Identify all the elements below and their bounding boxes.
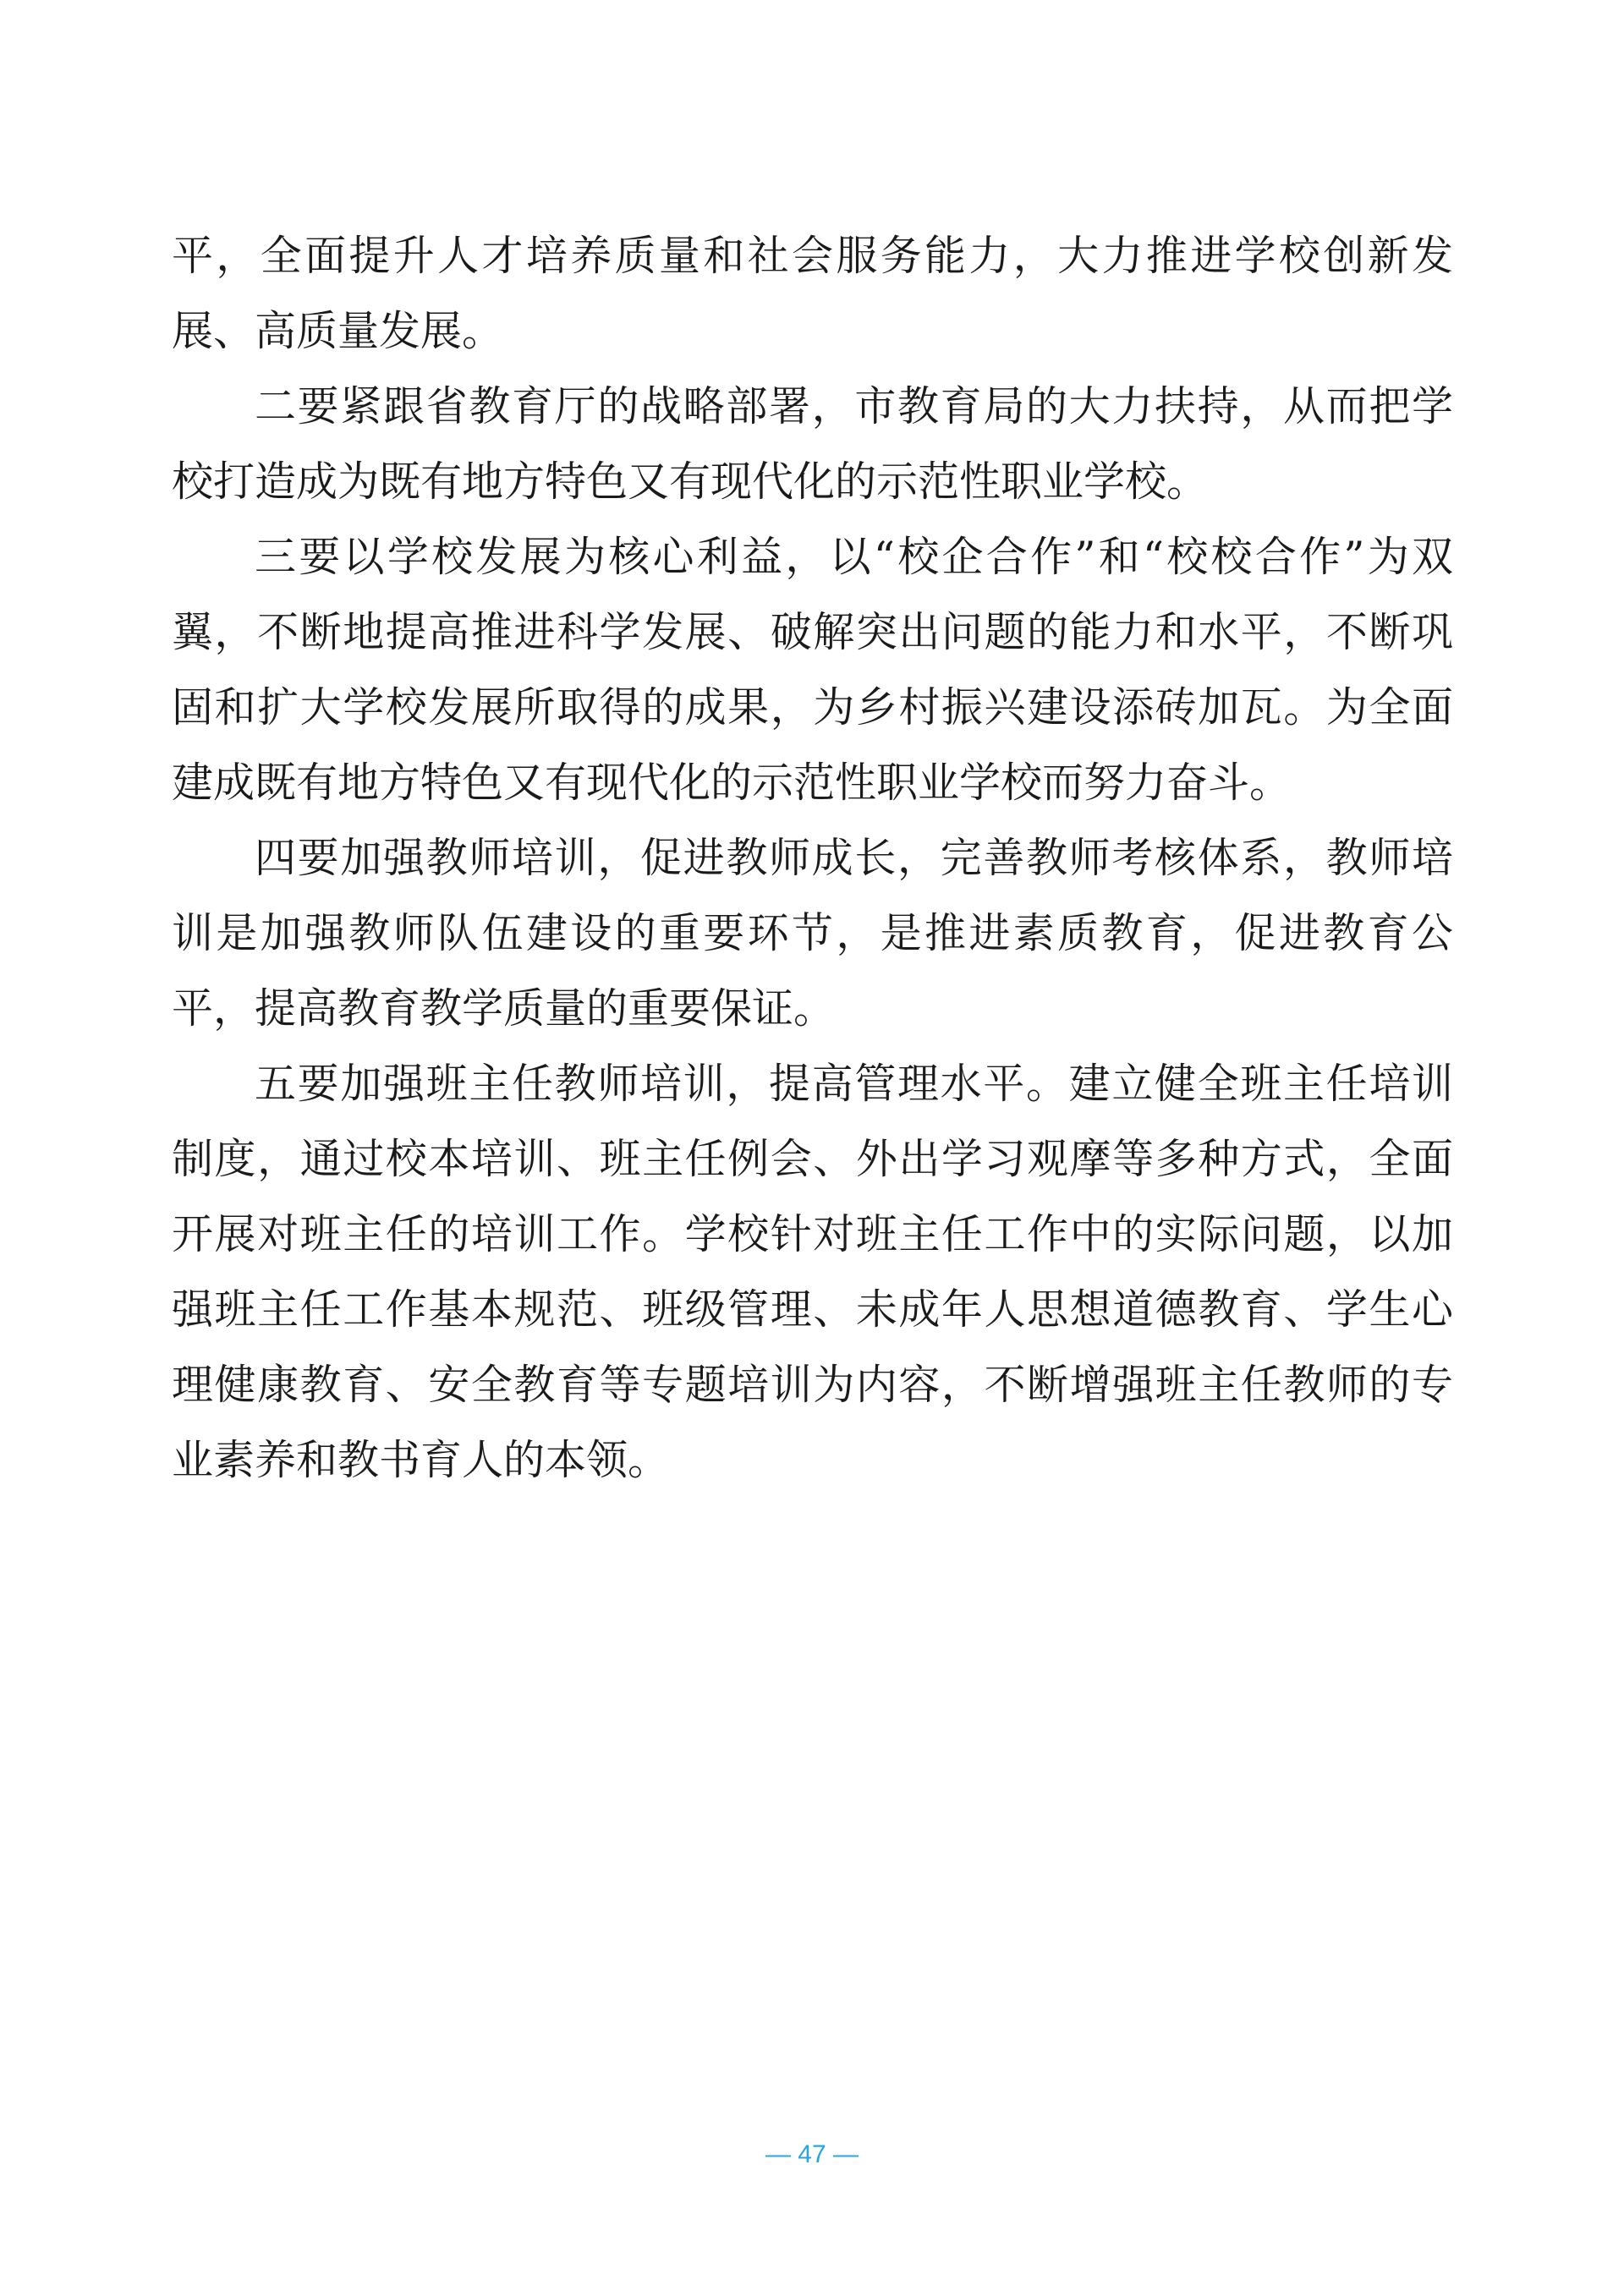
paragraph-item-five: 五要加强班主任教师培训，提高管理水平。建立健全班主任培训制度，通过校本培训、班主任例会、外出学习观摩等多种方式，全面开展对班主任的培训工作。学校针对班主任工作中的实际问题，以加强班主任工作基本规范、班级管理、未成年人思想道德教育、学生心理健康教育、安全教育等专题培训为内容，不断增强班主任教师的专业素养和教书育人的本领。 <box>172 1060 1453 1484</box>
paragraph-item-two: 二要紧跟省教育厅的战略部署，市教育局的大力扶持，从而把学校打造成为既有地方特色又有现代化的示范性职业学校。 <box>172 382 1453 506</box>
document-body <box>172 218 1453 1498</box>
page-number: — 47 — <box>765 2140 859 2168</box>
paragraph-item-four: 四要加强教师培训，促进教师成长，完善教师考核体系，教师培训是加强教师队伍建设的重要环节，是推进素质教育，促进教育公平，提高教育教学质量的重要保证。 <box>172 834 1453 1033</box>
paragraph-item-three: 三要以学校发展为核心利益，以“校企合作”和“校校合作”为双翼，不断地提高推进科学发展、破解突出问题的能力和水平，不断巩固和扩大学校发展所取得的成果，为乡村振兴建设添砖加瓦。为全面建成既有地方特色又有现代化的示范性职业学校而努力奋斗。 <box>172 533 1453 807</box>
paragraph-continuation: 平，全面提升人才培养质量和社会服务能力，大力推进学校创新发展、高质量发展。 <box>172 232 1453 355</box>
